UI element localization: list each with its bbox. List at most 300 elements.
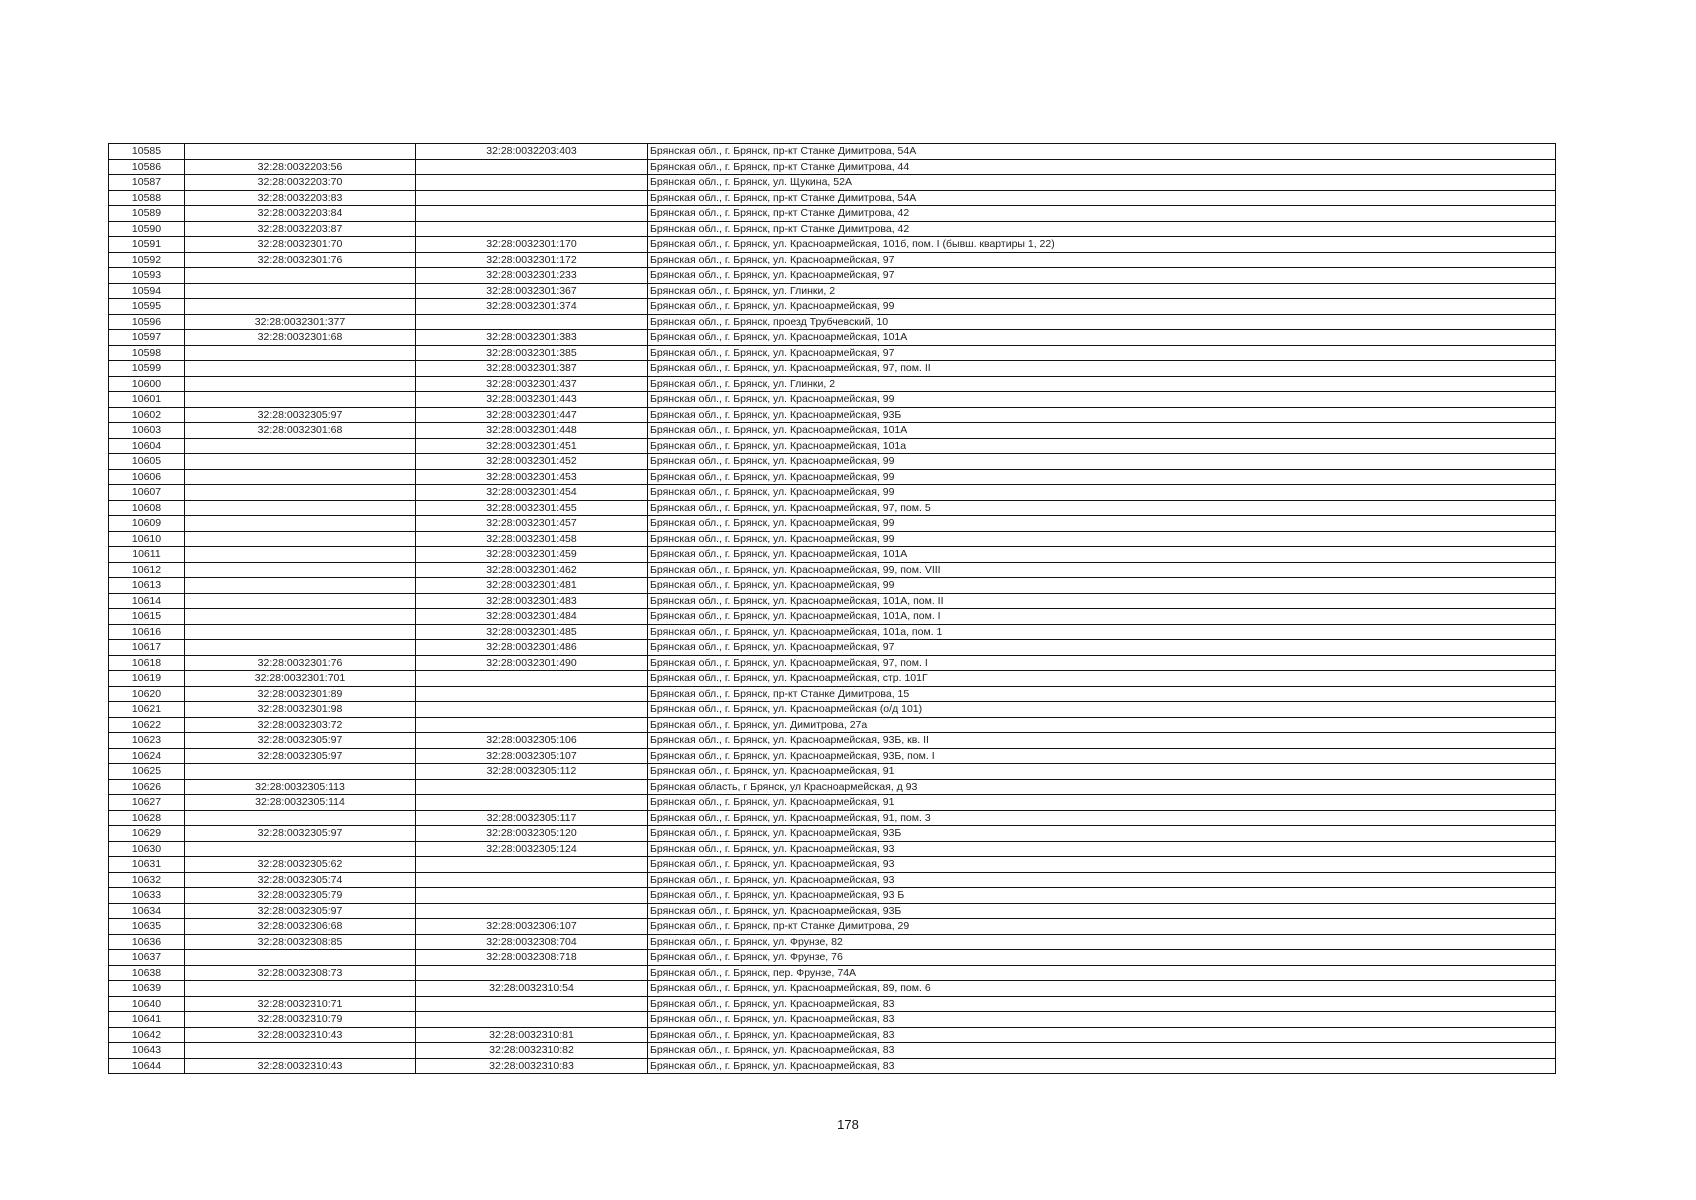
table-row <box>109 330 1556 346</box>
address-cell: Брянская обл., г. Брянск, ул. Красноармейская, 93Б <box>648 407 1556 423</box>
table-row <box>109 175 1556 191</box>
address-cell: Брянская область, г Брянск, ул Красноармейская, д 93 <box>648 779 1556 795</box>
cadastral-number-cell <box>416 795 648 811</box>
cadastral-number-cell <box>416 857 648 873</box>
cadastral-number-cell: 32:28:0032301:383 <box>416 330 648 346</box>
cadastral-number-cell <box>416 221 648 237</box>
address-cell: Брянская обл., г. Брянск, пр-кт Станке Димитрова, 42 <box>648 206 1556 222</box>
row-number-cell: 10600 <box>109 376 185 392</box>
address-cell: Брянская обл., г. Брянск, ул. Красноармейская, 93Б, кв. II <box>648 733 1556 749</box>
table-row <box>109 996 1556 1012</box>
cadastral-number-cell: 32:28:0032301:68 <box>185 330 416 346</box>
cadastral-number-cell: 32:28:0032308:704 <box>416 934 648 950</box>
address-cell: Брянская обл., г. Брянск, ул. Красноармейская, 93Б, пом. I <box>648 748 1556 764</box>
table-row <box>109 578 1556 594</box>
cadastral-number-cell <box>416 779 648 795</box>
row-number-cell: 10604 <box>109 438 185 454</box>
row-number-cell: 10628 <box>109 810 185 826</box>
cadastral-number-cell: 32:28:0032301:483 <box>416 593 648 609</box>
row-number-cell: 10589 <box>109 206 185 222</box>
table-row <box>109 671 1556 687</box>
address-cell: Брянская обл., г. Брянск, ул. Глинки, 2 <box>648 283 1556 299</box>
table-row <box>109 593 1556 609</box>
cadastral-number-cell: 32:28:0032308:718 <box>416 950 648 966</box>
row-number-cell: 10641 <box>109 1012 185 1028</box>
cadastral-number-cell: 32:28:0032305:79 <box>185 888 416 904</box>
cadastral-number-cell <box>416 996 648 1012</box>
row-number-cell: 10605 <box>109 454 185 470</box>
address-cell: Брянская обл., г. Брянск, пр-кт Станке Димитрова, 54А <box>648 190 1556 206</box>
table-row <box>109 516 1556 532</box>
table-row <box>109 345 1556 361</box>
cadastral-number-cell: 32:28:0032203:84 <box>185 206 416 222</box>
table-row <box>109 469 1556 485</box>
cadastral-number-cell <box>185 392 416 408</box>
registry-table-body <box>109 144 1556 1074</box>
cadastral-number-cell: 32:28:0032301:377 <box>185 314 416 330</box>
address-cell: Брянская обл., г. Брянск, ул. Красноармейская, 97 <box>648 268 1556 284</box>
address-cell: Брянская обл., г. Брянск, пр-кт Станке Димитрова, 44 <box>648 159 1556 175</box>
cadastral-number-cell: 32:28:0032301:385 <box>416 345 648 361</box>
cadastral-number-cell <box>185 454 416 470</box>
row-number-cell: 10608 <box>109 500 185 516</box>
cadastral-number-cell: 32:28:0032301:486 <box>416 640 648 656</box>
row-number-cell: 10632 <box>109 872 185 888</box>
cadastral-number-cell: 32:28:0032301:457 <box>416 516 648 532</box>
row-number-cell: 10627 <box>109 795 185 811</box>
cadastral-number-cell <box>416 314 648 330</box>
row-number-cell: 10615 <box>109 609 185 625</box>
cadastral-number-cell <box>185 268 416 284</box>
row-number-cell: 10587 <box>109 175 185 191</box>
address-cell: Брянская обл., г. Брянск, ул. Глинки, 2 <box>648 376 1556 392</box>
cadastral-number-cell: 32:28:0032306:68 <box>185 919 416 935</box>
address-cell: Брянская обл., г. Брянск, ул. Красноармейская, 93Б <box>648 826 1556 842</box>
address-cell: Брянская обл., г. Брянск, ул. Красноармейская, 97 <box>648 345 1556 361</box>
cadastral-number-cell: 32:28:0032301:170 <box>416 237 648 253</box>
table-row <box>109 531 1556 547</box>
cadastral-number-cell: 32:28:0032303:72 <box>185 717 416 733</box>
address-cell: Брянская обл., г. Брянск, пр-кт Станке Димитрова, 42 <box>648 221 1556 237</box>
cadastral-number-cell <box>185 283 416 299</box>
row-number-cell: 10595 <box>109 299 185 315</box>
cadastral-number-cell: 32:28:0032301:68 <box>185 423 416 439</box>
address-cell: Брянская обл., г. Брянск, ул. Красноармейская, 101А, пом. II <box>648 593 1556 609</box>
cadastral-number-cell: 32:28:0032203:83 <box>185 190 416 206</box>
table-row <box>109 841 1556 857</box>
address-cell: Брянская обл., г. Брянск, ул. Красноармейская, 93 <box>648 841 1556 857</box>
address-cell: Брянская обл., г. Брянск, ул. Красноармейская (о/д 101) <box>648 702 1556 718</box>
table-row <box>109 237 1556 253</box>
address-cell: Брянская обл., г. Брянск, пер. Фрунзе, 74А <box>648 965 1556 981</box>
cadastral-number-cell: 32:28:0032301:76 <box>185 655 416 671</box>
cadastral-number-cell <box>185 469 416 485</box>
cadastral-number-cell: 32:28:0032305:107 <box>416 748 648 764</box>
cadastral-number-cell: 32:28:0032301:367 <box>416 283 648 299</box>
table-row <box>109 795 1556 811</box>
table-row <box>109 252 1556 268</box>
table-row <box>109 407 1556 423</box>
table-row <box>109 779 1556 795</box>
cadastral-number-cell: 32:28:0032203:87 <box>185 221 416 237</box>
table-row <box>109 934 1556 950</box>
cadastral-number-cell: 32:28:0032308:85 <box>185 934 416 950</box>
row-number-cell: 10631 <box>109 857 185 873</box>
address-cell: Брянская обл., г. Брянск, ул. Красноармейская, 101А, пом. I <box>648 609 1556 625</box>
table-row <box>109 981 1556 997</box>
row-number-cell: 10619 <box>109 671 185 687</box>
cadastral-number-cell: 32:28:0032301:451 <box>416 438 648 454</box>
row-number-cell: 10614 <box>109 593 185 609</box>
table-row <box>109 159 1556 175</box>
address-cell: Брянская обл., г. Брянск, ул. Красноармейская, 101А <box>648 330 1556 346</box>
cadastral-number-cell: 32:28:0032310:54 <box>416 981 648 997</box>
table-row <box>109 206 1556 222</box>
cadastral-number-cell: 32:28:0032305:117 <box>416 810 648 826</box>
row-number-cell: 10636 <box>109 934 185 950</box>
cadastral-number-cell: 32:28:0032203:56 <box>185 159 416 175</box>
table-row <box>109 609 1556 625</box>
row-number-cell: 10624 <box>109 748 185 764</box>
row-number-cell: 10606 <box>109 469 185 485</box>
cadastral-number-cell: 32:28:0032308:73 <box>185 965 416 981</box>
row-number-cell: 10610 <box>109 531 185 547</box>
cadastral-number-cell <box>185 950 416 966</box>
address-cell: Брянская обл., г. Брянск, ул. Красноармейская, 93 <box>648 857 1556 873</box>
cadastral-number-cell <box>185 562 416 578</box>
cadastral-number-cell: 32:28:0032310:79 <box>185 1012 416 1028</box>
address-cell: Брянская обл., г. Брянск, ул. Красноармейская, 99 <box>648 531 1556 547</box>
page-number: 178 <box>837 1117 859 1132</box>
cadastral-number-cell <box>416 717 648 733</box>
address-cell: Брянская обл., г. Брянск, пр-кт Станке Димитрова, 15 <box>648 686 1556 702</box>
cadastral-number-cell <box>416 175 648 191</box>
address-cell: Брянская обл., г. Брянск, ул. Красноармейская, 83 <box>648 996 1556 1012</box>
address-cell: Брянская обл., г. Брянск, проезд Трубчевский, 10 <box>648 314 1556 330</box>
row-number-cell: 10617 <box>109 640 185 656</box>
address-cell: Брянская обл., г. Брянск, ул. Красноармейская, 91 <box>648 795 1556 811</box>
cadastral-number-cell: 32:28:0032301:459 <box>416 547 648 563</box>
cadastral-number-cell: 32:28:0032301:70 <box>185 237 416 253</box>
cadastral-number-cell: 32:28:0032301:98 <box>185 702 416 718</box>
table-row <box>109 686 1556 702</box>
table-row <box>109 190 1556 206</box>
table-row <box>109 221 1556 237</box>
cadastral-number-cell <box>416 872 648 888</box>
cadastral-number-cell <box>416 702 648 718</box>
row-number-cell: 10602 <box>109 407 185 423</box>
row-number-cell: 10591 <box>109 237 185 253</box>
table-row <box>109 640 1556 656</box>
table-row <box>109 562 1556 578</box>
cadastral-number-cell <box>185 485 416 501</box>
row-number-cell: 10609 <box>109 516 185 532</box>
row-number-cell: 10599 <box>109 361 185 377</box>
address-cell: Брянская обл., г. Брянск, ул. Красноармейская, 83 <box>648 1012 1556 1028</box>
address-cell: Брянская обл., г. Брянск, ул. Красноармейская, 101А <box>648 423 1556 439</box>
cadastral-number-cell: 32:28:0032301:437 <box>416 376 648 392</box>
cadastral-number-cell: 32:28:0032203:403 <box>416 144 648 160</box>
address-cell: Брянская обл., г. Брянск, пр-кт Станке Димитрова, 54А <box>648 144 1556 160</box>
cadastral-number-cell <box>185 438 416 454</box>
cadastral-number-cell <box>185 624 416 640</box>
cadastral-number-cell: 32:28:0032301:481 <box>416 578 648 594</box>
row-number-cell: 10620 <box>109 686 185 702</box>
table-row <box>109 1012 1556 1028</box>
cadastral-number-cell: 32:28:0032310:71 <box>185 996 416 1012</box>
cadastral-number-cell <box>416 190 648 206</box>
cadastral-number-cell: 32:28:0032310:81 <box>416 1027 648 1043</box>
row-number-cell: 10618 <box>109 655 185 671</box>
cadastral-number-cell <box>185 144 416 160</box>
cadastral-number-cell: 32:28:0032301:701 <box>185 671 416 687</box>
table-row <box>109 1058 1556 1074</box>
row-number-cell: 10630 <box>109 841 185 857</box>
row-number-cell: 10590 <box>109 221 185 237</box>
row-number-cell: 10612 <box>109 562 185 578</box>
table-row <box>109 717 1556 733</box>
cadastral-number-cell: 32:28:0032305:97 <box>185 748 416 764</box>
cadastral-number-cell: 32:28:0032301:233 <box>416 268 648 284</box>
cadastral-number-cell: 32:28:0032310:43 <box>185 1058 416 1074</box>
row-number-cell: 10633 <box>109 888 185 904</box>
address-cell: Брянская обл., г. Брянск, ул. Красноармейская, 99 <box>648 299 1556 315</box>
address-cell: Брянская обл., г. Брянск, ул. Красноармейская, 83 <box>648 1058 1556 1074</box>
row-number-cell: 10616 <box>109 624 185 640</box>
cadastral-number-cell: 32:28:0032301:172 <box>416 252 648 268</box>
address-cell: Брянская обл., г. Брянск, ул. Щукина, 52А <box>648 175 1556 191</box>
cadastral-number-cell <box>185 299 416 315</box>
table-row <box>109 500 1556 516</box>
row-number-cell: 10643 <box>109 1043 185 1059</box>
address-cell: Брянская обл., г. Брянск, ул. Красноармейская, 99 <box>648 454 1556 470</box>
cadastral-number-cell: 32:28:0032306:107 <box>416 919 648 935</box>
cadastral-number-cell: 32:28:0032301:374 <box>416 299 648 315</box>
cadastral-number-cell <box>185 609 416 625</box>
row-number-cell: 10613 <box>109 578 185 594</box>
cadastral-number-cell <box>185 361 416 377</box>
table-row <box>109 888 1556 904</box>
row-number-cell: 10586 <box>109 159 185 175</box>
row-number-cell: 10623 <box>109 733 185 749</box>
cadastral-number-cell <box>185 981 416 997</box>
address-cell: Брянская обл., г. Брянск, ул. Димитрова, 27а <box>648 717 1556 733</box>
row-number-cell: 10601 <box>109 392 185 408</box>
address-cell: Брянская обл., г. Брянск, ул. Красноармейская, 101а <box>648 438 1556 454</box>
address-cell: Брянская обл., г. Брянск, ул. Красноармейская, 97 <box>648 640 1556 656</box>
registry-table <box>108 143 1556 1074</box>
row-number-cell: 10607 <box>109 485 185 501</box>
cadastral-number-cell: 32:28:0032301:453 <box>416 469 648 485</box>
cadastral-number-cell: 32:28:0032301:458 <box>416 531 648 547</box>
address-cell: Брянская обл., г. Брянск, ул. Красноармейская, 99 <box>648 578 1556 594</box>
row-number-cell: 10603 <box>109 423 185 439</box>
table-row <box>109 144 1556 160</box>
row-number-cell: 10642 <box>109 1027 185 1043</box>
table-row <box>109 454 1556 470</box>
address-cell: Брянская обл., г. Брянск, ул. Красноармейская, 91 <box>648 764 1556 780</box>
table-row <box>109 283 1556 299</box>
cadastral-number-cell <box>185 810 416 826</box>
cadastral-number-cell: 32:28:0032305:112 <box>416 764 648 780</box>
cadastral-number-cell <box>185 531 416 547</box>
cadastral-number-cell <box>416 888 648 904</box>
cadastral-number-cell <box>185 345 416 361</box>
cadastral-number-cell: 32:28:0032301:452 <box>416 454 648 470</box>
cadastral-number-cell: 32:28:0032301:448 <box>416 423 648 439</box>
table-row <box>109 361 1556 377</box>
cadastral-number-cell: 32:28:0032301:485 <box>416 624 648 640</box>
address-cell: Брянская обл., г. Брянск, ул. Красноармейская, 83 <box>648 1043 1556 1059</box>
row-number-cell: 10592 <box>109 252 185 268</box>
cadastral-number-cell <box>185 640 416 656</box>
row-number-cell: 10637 <box>109 950 185 966</box>
address-cell: Брянская обл., г. Брянск, пр-кт Станке Димитрова, 29 <box>648 919 1556 935</box>
table-row <box>109 314 1556 330</box>
row-number-cell: 10629 <box>109 826 185 842</box>
cadastral-number-cell: 32:28:0032305:124 <box>416 841 648 857</box>
cadastral-number-cell: 32:28:0032301:490 <box>416 655 648 671</box>
cadastral-number-cell <box>185 500 416 516</box>
cadastral-number-cell: 32:28:0032301:455 <box>416 500 648 516</box>
cadastral-number-cell: 32:28:0032310:83 <box>416 1058 648 1074</box>
table-row <box>109 423 1556 439</box>
row-number-cell: 10611 <box>109 547 185 563</box>
table-row <box>109 748 1556 764</box>
cadastral-number-cell: 32:28:0032305:97 <box>185 826 416 842</box>
table-row <box>109 826 1556 842</box>
cadastral-number-cell <box>185 1043 416 1059</box>
address-cell: Брянская обл., г. Брянск, ул. Фрунзе, 82 <box>648 934 1556 950</box>
row-number-cell: 10639 <box>109 981 185 997</box>
cadastral-number-cell: 32:28:0032305:97 <box>185 903 416 919</box>
row-number-cell: 10598 <box>109 345 185 361</box>
row-number-cell: 10588 <box>109 190 185 206</box>
table-row <box>109 950 1556 966</box>
address-cell: Брянская обл., г. Брянск, ул. Красноармейская, стр. 101Г <box>648 671 1556 687</box>
cadastral-number-cell <box>416 206 648 222</box>
cadastral-number-cell: 32:28:0032305:106 <box>416 733 648 749</box>
table-row <box>109 299 1556 315</box>
row-number-cell: 10640 <box>109 996 185 1012</box>
cadastral-number-cell: 32:28:0032305:97 <box>185 407 416 423</box>
table-row <box>109 903 1556 919</box>
table-row <box>109 1027 1556 1043</box>
table-row <box>109 872 1556 888</box>
table-row <box>109 624 1556 640</box>
cadastral-number-cell: 32:28:0032305:114 <box>185 795 416 811</box>
address-cell: Брянская обл., г. Брянск, ул. Красноармейская, 93Б <box>648 903 1556 919</box>
cadastral-number-cell: 32:28:0032301:454 <box>416 485 648 501</box>
address-cell: Брянская обл., г. Брянск, ул. Фрунзе, 76 <box>648 950 1556 966</box>
cadastral-number-cell <box>185 764 416 780</box>
row-number-cell: 10638 <box>109 965 185 981</box>
cadastral-number-cell: 32:28:0032305:62 <box>185 857 416 873</box>
table-row <box>109 733 1556 749</box>
cadastral-number-cell <box>185 841 416 857</box>
cadastral-number-cell: 32:28:0032301:484 <box>416 609 648 625</box>
row-number-cell: 10621 <box>109 702 185 718</box>
table-row <box>109 485 1556 501</box>
cadastral-number-cell <box>185 593 416 609</box>
table-row <box>109 392 1556 408</box>
row-number-cell: 10625 <box>109 764 185 780</box>
address-cell: Брянская обл., г. Брянск, ул. Красноармейская, 101а, пом. 1 <box>648 624 1556 640</box>
table-row <box>109 965 1556 981</box>
cadastral-number-cell: 32:28:0032301:462 <box>416 562 648 578</box>
cadastral-number-cell <box>416 903 648 919</box>
address-cell: Брянская обл., г. Брянск, ул. Красноармейская, 99 <box>648 516 1556 532</box>
table-row <box>109 857 1556 873</box>
address-cell: Брянская обл., г. Брянск, ул. Красноармейская, 89, пом. 6 <box>648 981 1556 997</box>
row-number-cell: 10635 <box>109 919 185 935</box>
cadastral-number-cell <box>185 547 416 563</box>
address-cell: Брянская обл., г. Брянск, ул. Красноармейская, 101б, пом. I (бывш. квартиры 1, 22) <box>648 237 1556 253</box>
table-row <box>109 655 1556 671</box>
table-row <box>109 810 1556 826</box>
cadastral-number-cell: 32:28:0032301:443 <box>416 392 648 408</box>
row-number-cell: 10626 <box>109 779 185 795</box>
table-row <box>109 919 1556 935</box>
cadastral-number-cell: 32:28:0032301:89 <box>185 686 416 702</box>
cadastral-number-cell <box>185 376 416 392</box>
address-cell: Брянская обл., г. Брянск, ул. Красноармейская, 101А <box>648 547 1556 563</box>
row-number-cell: 10597 <box>109 330 185 346</box>
address-cell: Брянская обл., г. Брянск, ул. Красноармейская, 99 <box>648 485 1556 501</box>
table-row <box>109 702 1556 718</box>
table-row <box>109 547 1556 563</box>
cadastral-number-cell: 32:28:0032203:70 <box>185 175 416 191</box>
cadastral-number-cell: 32:28:0032301:447 <box>416 407 648 423</box>
cadastral-number-cell: 32:28:0032301:387 <box>416 361 648 377</box>
table-row <box>109 1043 1556 1059</box>
cadastral-number-cell <box>185 578 416 594</box>
address-cell: Брянская обл., г. Брянск, ул. Красноармейская, 97, пом. II <box>648 361 1556 377</box>
address-cell: Брянская обл., г. Брянск, ул. Красноармейская, 97 <box>648 252 1556 268</box>
row-number-cell: 10593 <box>109 268 185 284</box>
cadastral-number-cell: 32:28:0032310:43 <box>185 1027 416 1043</box>
table-row <box>109 438 1556 454</box>
row-number-cell: 10622 <box>109 717 185 733</box>
row-number-cell: 10634 <box>109 903 185 919</box>
cadastral-number-cell: 32:28:0032310:82 <box>416 1043 648 1059</box>
address-cell: Брянская обл., г. Брянск, ул. Красноармейская, 93 <box>648 872 1556 888</box>
address-cell: Брянская обл., г. Брянск, ул. Красноармейская, 91, пом. 3 <box>648 810 1556 826</box>
cadastral-number-cell: 32:28:0032305:74 <box>185 872 416 888</box>
address-cell: Брянская обл., г. Брянск, ул. Красноармейская, 97, пом. 5 <box>648 500 1556 516</box>
cadastral-number-cell: 32:28:0032305:113 <box>185 779 416 795</box>
cadastral-number-cell <box>416 1012 648 1028</box>
address-cell: Брянская обл., г. Брянск, ул. Красноармейская, 99 <box>648 392 1556 408</box>
cadastral-number-cell: 32:28:0032305:97 <box>185 733 416 749</box>
row-number-cell: 10644 <box>109 1058 185 1074</box>
cadastral-number-cell <box>416 159 648 175</box>
table-row <box>109 376 1556 392</box>
row-number-cell: 10585 <box>109 144 185 160</box>
row-number-cell: 10596 <box>109 314 185 330</box>
address-cell: Брянская обл., г. Брянск, ул. Красноармейская, 99 <box>648 469 1556 485</box>
cadastral-number-cell <box>185 516 416 532</box>
address-cell: Брянская обл., г. Брянск, ул. Красноармейская, 83 <box>648 1027 1556 1043</box>
address-cell: Брянская обл., г. Брянск, ул. Красноармейская, 97, пом. I <box>648 655 1556 671</box>
table-row <box>109 268 1556 284</box>
cadastral-number-cell <box>416 686 648 702</box>
cadastral-number-cell: 32:28:0032305:120 <box>416 826 648 842</box>
cadastral-number-cell <box>416 965 648 981</box>
table-row <box>109 764 1556 780</box>
address-cell: Брянская обл., г. Брянск, ул. Красноармейская, 99, пом. VIII <box>648 562 1556 578</box>
cadastral-number-cell: 32:28:0032301:76 <box>185 252 416 268</box>
